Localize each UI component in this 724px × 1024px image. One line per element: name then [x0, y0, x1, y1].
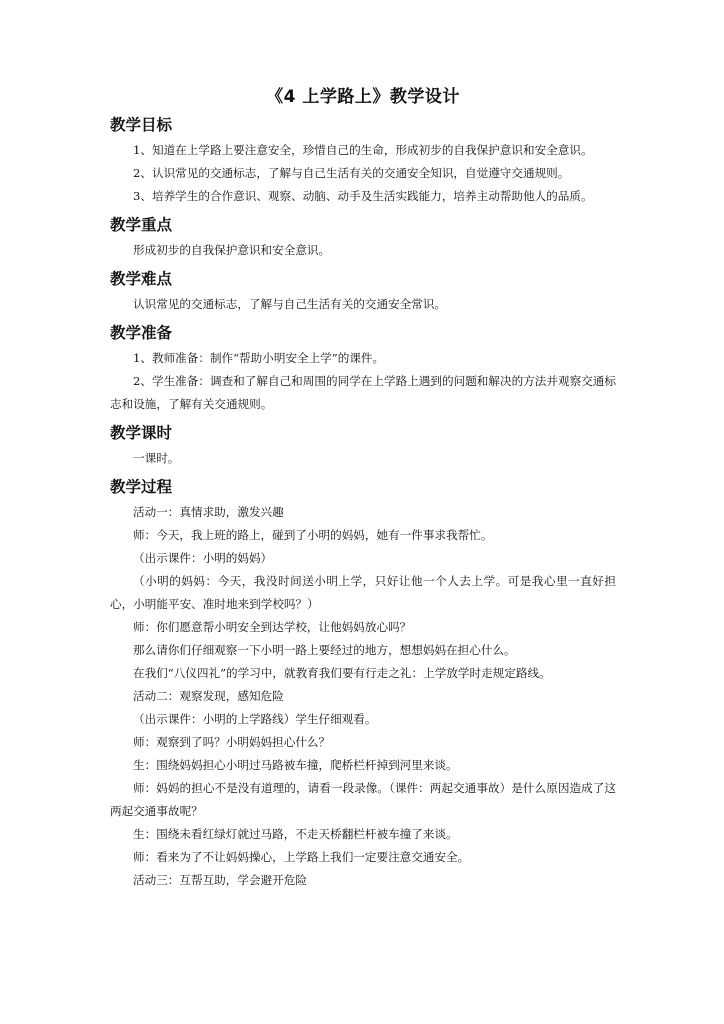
document-title: 《4 上学路上》教学设计: [266, 87, 460, 107]
section-heading: 教学准备: [110, 324, 173, 342]
section: [110, 476, 616, 892]
paragraph: 师：你们愿意帮小明安全到达学校，让他妈妈放心吗？: [133, 620, 412, 634]
section-heading: 教学课时: [110, 424, 173, 442]
section-heading: 教学难点: [110, 270, 173, 288]
paragraph: （出示课件：小明的妈妈）: [133, 551, 273, 565]
section-heading: 教学重点: [110, 216, 173, 234]
paragraph: 2、学生准备：调查和了解自己和周围的同学在上学路上遇到的问题和解决的方法并观察交通标志和设施，了解有关交通规则。: [110, 374, 616, 411]
section: [110, 422, 616, 470]
paragraph: 3、培养学生的合作意识、观察、动脑、动手及生活实践能力，培养主动帮助他人的品质。: [133, 189, 593, 203]
paragraph: 生：围绕妈妈担心小明过马路被车撞，爬桥栏杆掉到河里来谈。: [133, 758, 458, 772]
paragraph: （小明的妈妈：今天，我没时间送小明上学，只好让他一个人去上学。可是我心里一直好担心，小明能平安、准时地来到学校吗？）: [110, 574, 616, 611]
document-body: [110, 114, 616, 892]
paragraph: 一课时。: [133, 451, 180, 465]
paragraph: 师：看来为了不让妈妈操心，上学路上我们一定要注意交通安全。: [133, 850, 470, 864]
paragraph: （出示课件：小明的上学路线）学生仔细观看。: [133, 712, 377, 726]
paragraph: 师：观察到了吗？小明妈妈担心什么？: [133, 735, 331, 749]
paragraph: 师：今天，我上班的路上，碰到了小明的妈妈，她有一件事求我帮忙。: [133, 528, 493, 542]
paragraph: 活动二：观察发现，感知危险: [133, 689, 284, 703]
paragraph: 1、知道在上学路上要注意安全，珍惜自己的生命，形成初步的自我保护意识和安全意识。: [133, 143, 593, 157]
paragraph: 1、教师准备：制作“帮助小明安全上学”的课件。: [133, 351, 385, 365]
section: [110, 268, 616, 316]
section: [110, 114, 616, 208]
paragraph: 2、认识常见的交通标志，了解与自己生活有关的交通安全知识，自觉遵守交通规则。: [133, 166, 570, 180]
section-heading: 教学目标: [110, 116, 173, 134]
paragraph: 形成初步的自我保护意识和安全意识。: [133, 243, 331, 257]
paragraph: 活动三：互帮互助，学会避开危险: [133, 873, 307, 887]
paragraph: 生：围绕未看红绿灯就过马路，不走天桥翻栏杆被车撞了来谈。: [133, 827, 458, 841]
paragraph: 活动一：真情求助，激发兴趣: [133, 505, 284, 519]
paragraph: 师：妈妈的担心不是没有道理的，请看一段录像。（课件：两起交通事故）是什么原因造成了这两起交通事故呢？: [110, 781, 616, 818]
section: [110, 322, 616, 416]
paragraph: 认识常见的交通标志，了解与自己生活有关的交通安全常识。: [133, 297, 447, 311]
section-heading: 教学过程: [110, 478, 173, 496]
document-page: [110, 86, 616, 892]
paragraph: 在我们“八仪四礼”的学习中，就教育我们要有行走之礼：上学放学时走规定路线。: [133, 666, 551, 680]
section: [110, 214, 616, 262]
paragraph: 那么请你们仔细观察一下小明一路上要经过的地方，想想妈妈在担心什么。: [133, 643, 516, 657]
